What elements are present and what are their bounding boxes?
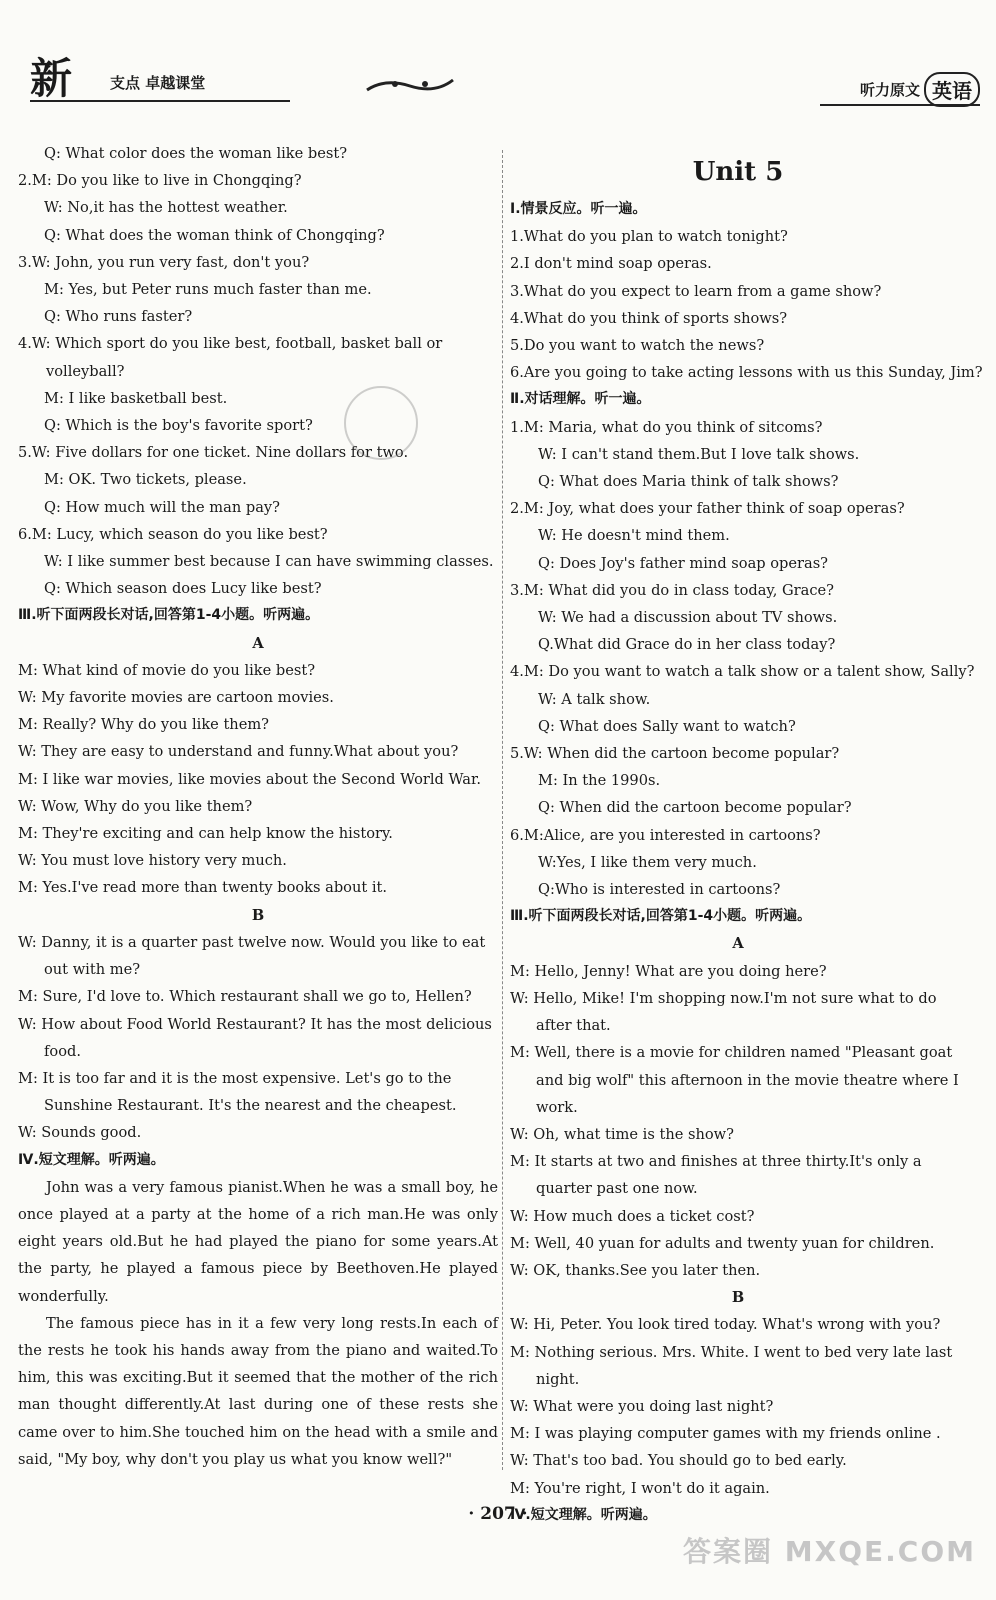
brand-subject: 英语 bbox=[924, 72, 980, 107]
right-line: 2.I don't mind soap operas. bbox=[510, 255, 712, 273]
right-line: 3.M: What did you do in class today, Grace? bbox=[510, 581, 834, 599]
right-line: 5.Do you want to watch the news? bbox=[510, 337, 765, 355]
left-line: M: I like war movies, like movies about the Second World War. bbox=[18, 770, 481, 788]
right-line: 6.M:Alice, are you interested in cartoons? bbox=[510, 826, 821, 844]
right-line: Ⅰ.情景反应。听一遍。 bbox=[510, 201, 647, 217]
left-line: 5.W: Five dollars for one ticket. Nine dollars for two. bbox=[18, 444, 409, 462]
logo-mark: 新 bbox=[30, 54, 71, 103]
left-line: M: Yes, but Peter runs much faster than me. bbox=[44, 281, 372, 299]
right-line: Ⅱ.对话理解。听一遍。 bbox=[510, 391, 651, 408]
left-line: 4.W: Which sport do you like best, football, basket ball or volleyball? bbox=[18, 335, 443, 380]
right-line: B bbox=[731, 1289, 745, 1307]
left-line: M: Yes.I've read more than twenty books about it. bbox=[18, 879, 388, 897]
right-line: Q: Does Joy's father mind soap operas? bbox=[538, 554, 829, 572]
right-line: 4.What do you think of sports shows? bbox=[510, 309, 788, 327]
left-line: Q: Who runs faster? bbox=[44, 308, 193, 326]
right-line: 1.What do you plan to watch tonight? bbox=[510, 228, 788, 246]
left-line: W: My favorite movies are cartoon movies. bbox=[18, 689, 334, 707]
right-line: 4.M: Do you want to watch a talk show or a talent show, Sally? bbox=[510, 663, 975, 681]
left-line: M: OK. Two tickets, please. bbox=[44, 471, 247, 489]
left-line: M: Really? Why do you like them? bbox=[18, 716, 270, 734]
right-line: 3.What do you expect to learn from a game show? bbox=[510, 282, 882, 300]
right-line: W: He doesn't mind them. bbox=[538, 527, 730, 545]
right-line: W: A talk show. bbox=[538, 690, 651, 708]
right-line: 1.M: Maria, what do you think of sitcoms? bbox=[510, 418, 823, 436]
right-line: M: Nothing serious. Mrs. White. I went to bed very late last night. bbox=[510, 1343, 953, 1388]
left-line: W: No,it has the hottest weather. bbox=[44, 199, 288, 217]
right-line: W: What were you doing last night? bbox=[510, 1397, 774, 1415]
left-line: Q: Which is the boy's favorite sport? bbox=[44, 417, 313, 435]
left-line: Q: How much will the man pay? bbox=[44, 498, 280, 516]
right-line: M: I was playing computer games with my friends online . bbox=[510, 1425, 941, 1443]
left-line: W: They are easy to understand and funny.What about you? bbox=[18, 743, 459, 761]
left-line: 3.W: John, you run very fast, don't you? bbox=[18, 253, 310, 271]
left-line: A bbox=[252, 634, 264, 652]
right-line: M: In the 1990s. bbox=[538, 772, 661, 790]
page-number: · 207 · bbox=[468, 1504, 528, 1524]
right-line: W: That's too bad. You should go to bed early. bbox=[510, 1452, 847, 1470]
column-divider bbox=[502, 150, 503, 1470]
left-line: W: Danny, it is a quarter past twelve now. Would you like to eat out with me? bbox=[18, 933, 486, 979]
left-line: Q: What does the woman think of Chongqing? bbox=[44, 226, 385, 244]
right-line: M: It starts at two and finishes at three thirty.It's only a quarter past one now. bbox=[510, 1153, 922, 1198]
right-line: 2.M: Joy, what does your father think of soap operas? bbox=[510, 500, 905, 518]
left-line: The famous piece has in it a few very long rests.In each of the rests he took his hands away from the piano and waited.To him, this was exciting.But it seemed that the mother of the rich man thought differently.At last during one of these rests she came over to him.She touched him on the head with a smile and said, "My boy, why don't you play us what you know well?" bbox=[18, 1314, 498, 1468]
right-line: W: Hi, Peter. You look tired today. What's wrong with you? bbox=[510, 1316, 941, 1334]
right-line: M: Well, 40 yuan for adults and twenty yuan for children. bbox=[510, 1234, 935, 1252]
left-line: W: How about Food World Restaurant? It has the most delicious food. bbox=[18, 1015, 492, 1060]
right-line: W: I can't stand them.But I love talk shows. bbox=[538, 445, 860, 463]
right-column-body bbox=[510, 196, 983, 1529]
logo-subtitle: 支点 卓越课堂 bbox=[110, 74, 206, 92]
right-line: W: OK, thanks.See you later then. bbox=[510, 1261, 761, 1279]
page-header bbox=[0, 0, 996, 120]
ornament-icon bbox=[365, 70, 455, 100]
right-column bbox=[510, 140, 983, 1529]
brand-prefix: 听力原文 bbox=[859, 81, 920, 99]
homework-stamp-icon bbox=[344, 386, 418, 460]
left-line: B bbox=[251, 906, 265, 924]
right-line: Q:Who is interested in cartoons? bbox=[538, 881, 781, 899]
left-line: W: I like summer best because I can have swimming classes. bbox=[44, 553, 494, 571]
left-line: W: You must love history very much. bbox=[18, 852, 287, 870]
left-line: W: Sounds good. bbox=[18, 1124, 142, 1142]
left-line: W: Wow, Why do you like them? bbox=[18, 797, 253, 815]
left-line: 6.M: Lucy, which season do you like best? bbox=[18, 525, 328, 543]
header-rule-left bbox=[30, 100, 290, 102]
right-line: M: You're right, I won't do it again. bbox=[510, 1479, 770, 1497]
left-line: 2.M: Do you like to live in Chongqing? bbox=[18, 172, 302, 190]
left-line: M: What kind of movie do you like best? bbox=[18, 661, 316, 679]
unit-title: Unit 5 bbox=[692, 157, 784, 187]
right-line: M: Well, there is a movie for children named "Pleasant goat and big wolf" this afternoon in the movie theatre where I work. bbox=[510, 1044, 959, 1116]
left-line: Ⅲ.听下面两段长对话,回答第1-4小题。听两遍。 bbox=[18, 607, 320, 624]
left-line: M: Sure, I'd love to. Which restaurant shall we go to, Hellen? bbox=[18, 988, 472, 1006]
header-rule-right bbox=[820, 104, 980, 106]
right-line: A bbox=[732, 935, 744, 953]
right-line: W: Oh, what time is the show? bbox=[510, 1125, 734, 1143]
right-line: 6.Are you going to take acting lessons with us this Sunday, Jim? bbox=[510, 364, 983, 382]
left-line: M: They're exciting and can help know the history. bbox=[18, 825, 393, 843]
left-line: Q: Which season does Lucy like best? bbox=[44, 580, 322, 598]
right-line: Q.What did Grace do in her class today? bbox=[538, 636, 836, 654]
right-line: Q: What does Sally want to watch? bbox=[538, 717, 796, 735]
subject-brand bbox=[860, 72, 980, 107]
left-line: Q: What color does the woman like best? bbox=[44, 145, 348, 162]
left-line: M: I like basketball best. bbox=[44, 389, 228, 407]
right-line: W: Hello, Mike! I'm shopping now.I'm not sure what to do after that. bbox=[510, 989, 937, 1035]
right-line: Q: When did the cartoon become popular? bbox=[538, 799, 852, 817]
right-line: Ⅲ.听下面两段长对话,回答第1-4小题。听两遍。 bbox=[510, 908, 812, 925]
left-line: M: It is too far and it is the most expensive. Let's go to the Sunshine Restaurant. It's the nearest and the cheapest. bbox=[18, 1069, 457, 1115]
right-line: Q: What does Maria think of talk shows? bbox=[538, 473, 839, 491]
right-line: M: Hello, Jenny! What are you doing here? bbox=[510, 962, 827, 980]
right-line: 5.W: When did the cartoon become popular? bbox=[510, 745, 840, 763]
right-line: W:Yes, I like them very much. bbox=[538, 853, 757, 871]
right-line: W: How much does a ticket cost? bbox=[510, 1207, 755, 1225]
right-line: Ⅳ.短文理解。听两遍。 bbox=[510, 1506, 657, 1523]
right-line: W: We had a discussion about TV shows. bbox=[538, 609, 838, 627]
left-column bbox=[18, 140, 498, 1473]
site-watermark: 答案圈 MXQE.COM bbox=[683, 1535, 976, 1568]
left-line: John was a very famous pianist.When he was a small boy, he once played at a party at the home of a rich man.He was only eight years old.But he had played the piano for some years.At the party, he played a famous piece by Beethoven.He played wonderfully. bbox=[18, 1178, 498, 1305]
left-line: Ⅳ.短文理解。听两遍。 bbox=[18, 1151, 165, 1168]
